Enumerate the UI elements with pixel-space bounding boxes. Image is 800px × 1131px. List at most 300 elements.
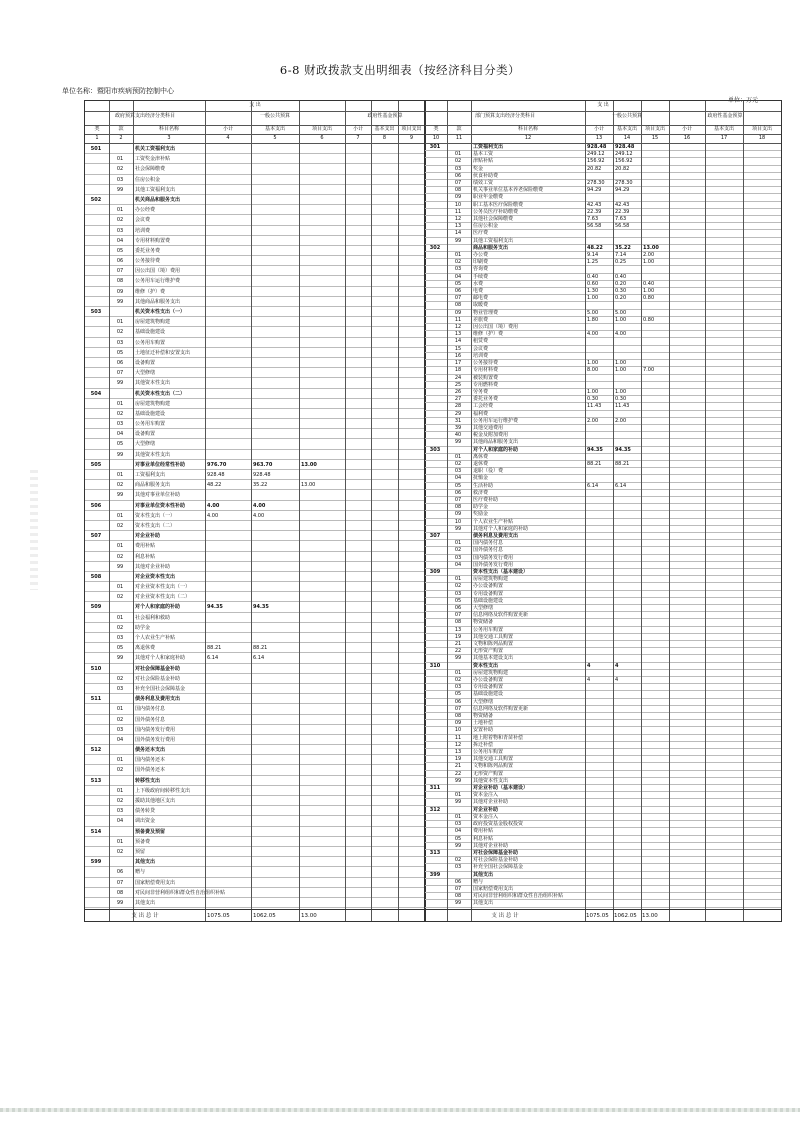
row-name: 手续费 bbox=[473, 273, 489, 280]
row-item: 26 bbox=[454, 388, 462, 395]
row-name: 资本金注入 bbox=[473, 792, 499, 799]
row-project: 0.80 bbox=[643, 295, 655, 302]
left-col-num: 6 bbox=[320, 135, 324, 141]
row-basic: 0.25 bbox=[615, 259, 627, 266]
row-subtotal: 4 bbox=[587, 677, 591, 684]
row-subtotal: 1.80 bbox=[587, 316, 599, 323]
row-name: 国外债务付息 bbox=[135, 716, 166, 723]
table-row bbox=[425, 302, 781, 309]
table-row bbox=[85, 511, 425, 521]
row-item: 03 bbox=[454, 864, 462, 871]
table-row bbox=[425, 166, 781, 173]
right-header-fund: 政府性基金预算 bbox=[707, 113, 743, 119]
right-col-num: 16 bbox=[683, 135, 691, 141]
row-item: 99 bbox=[454, 777, 462, 784]
table-row bbox=[85, 480, 425, 490]
table-row bbox=[425, 274, 781, 281]
row-name: 上下级政府间转移性支出 bbox=[135, 787, 191, 794]
table-row bbox=[425, 526, 781, 533]
row-item: 01 bbox=[116, 400, 124, 407]
row-name: 土地补偿 bbox=[473, 720, 494, 727]
row-kind: 511 bbox=[90, 696, 102, 703]
row-name: 因公出国（境）费用 bbox=[135, 268, 181, 275]
table-row bbox=[85, 735, 425, 745]
table-row bbox=[425, 872, 781, 879]
row-name: 信息网络及软件购置更新 bbox=[473, 612, 529, 619]
table-row bbox=[425, 475, 781, 482]
row-item: 01 bbox=[116, 614, 124, 621]
row-item: 01 bbox=[116, 543, 124, 550]
table-row bbox=[425, 814, 781, 821]
row-item: 01 bbox=[454, 813, 462, 820]
table-row bbox=[85, 450, 425, 460]
row-name: 无形资产购置 bbox=[473, 770, 504, 777]
row-item: 13 bbox=[454, 626, 462, 633]
table-row bbox=[85, 745, 425, 755]
right-h-item: 款 bbox=[456, 126, 462, 132]
row-item: 99 bbox=[116, 298, 124, 305]
table-row bbox=[425, 547, 781, 554]
left-h-proj2: 项目支出 bbox=[401, 126, 422, 132]
row-item: 01 bbox=[116, 512, 124, 519]
row-name: 专用材料费 bbox=[473, 367, 499, 374]
row-item: 19 bbox=[454, 756, 462, 763]
row-name: 奖金 bbox=[473, 165, 484, 172]
row-kind: 309 bbox=[429, 568, 441, 575]
left-col-num: 5 bbox=[273, 135, 277, 141]
row-name: 国家赔偿费用支出 bbox=[135, 879, 176, 886]
table-row bbox=[425, 281, 781, 288]
row-name: 专用燃料费 bbox=[473, 381, 499, 388]
row-name: 社会保障缴费 bbox=[135, 166, 166, 173]
row-item: 99 bbox=[454, 237, 462, 244]
row-name: 公务用车购置 bbox=[135, 421, 166, 428]
row-name: 办公设备购置 bbox=[473, 677, 504, 684]
row-subtotal: 928.48 bbox=[207, 472, 225, 478]
row-name: 资本性支出（二） bbox=[135, 522, 176, 529]
row-project: 2.00 bbox=[643, 252, 655, 259]
table-row bbox=[85, 276, 425, 286]
row-subtotal: 94.29 bbox=[587, 187, 602, 194]
row-subtotal: 2.00 bbox=[587, 417, 599, 424]
row-name: 其他对个人和家庭补助 bbox=[135, 655, 186, 662]
row-basic: 5.00 bbox=[615, 309, 627, 316]
row-name: 福利费 bbox=[473, 410, 489, 417]
row-name: 大型修缮 bbox=[473, 698, 494, 705]
row-item: 01 bbox=[116, 838, 124, 845]
table-row bbox=[85, 501, 425, 511]
row-item: 03 bbox=[116, 685, 124, 692]
row-name: 取暖费 bbox=[473, 302, 489, 309]
row-name: 机关工资福利支出 bbox=[135, 146, 176, 152]
row-item: 27 bbox=[454, 396, 462, 403]
row-subtotal: 156.92 bbox=[587, 158, 605, 165]
row-name: 物资储备 bbox=[473, 619, 494, 626]
row-name: 国内债务付息 bbox=[135, 706, 166, 713]
row-name: 被装购置费 bbox=[473, 374, 499, 381]
table-row bbox=[425, 691, 781, 698]
table-row bbox=[85, 684, 425, 694]
table-row bbox=[85, 786, 425, 796]
right-expenditure-table bbox=[424, 100, 782, 922]
row-item: 05 bbox=[454, 835, 462, 842]
row-item: 06 bbox=[454, 489, 462, 496]
table-row bbox=[85, 857, 425, 867]
row-name: 培训费 bbox=[135, 227, 151, 234]
row-name: 其他对个人和家庭的补助 bbox=[473, 525, 529, 532]
row-item: 16 bbox=[454, 352, 462, 359]
table-row bbox=[85, 389, 425, 399]
row-name: 债务利息及费用支出 bbox=[473, 532, 519, 539]
row-name: 国外债务还本 bbox=[135, 767, 166, 774]
table-row bbox=[425, 338, 781, 345]
row-basic: 6.14 bbox=[615, 482, 627, 489]
row-name: 个人农业生产补贴 bbox=[135, 635, 176, 641]
table-row bbox=[425, 439, 781, 446]
table-row bbox=[425, 519, 781, 526]
row-subtotal: 1.30 bbox=[587, 288, 599, 295]
row-name: 维修（护）费 bbox=[135, 288, 166, 295]
right-total-label: 支 出 总 计 bbox=[491, 913, 519, 919]
row-subtotal: 4 bbox=[587, 662, 591, 669]
row-item: 99 bbox=[116, 655, 124, 662]
row-name: 文物和陈列品购置 bbox=[473, 641, 514, 648]
row-item: 06 bbox=[454, 288, 462, 295]
row-name: 预备费 bbox=[135, 838, 151, 845]
left-h-kind: 类 bbox=[94, 126, 100, 132]
row-name: 地上附着物和青苗补偿 bbox=[473, 734, 524, 741]
row-item: 11 bbox=[454, 208, 462, 215]
row-name: 其他交通费用 bbox=[473, 424, 504, 431]
row-subtotal: 0.60 bbox=[587, 280, 599, 287]
left-header-top: 支 出 bbox=[249, 102, 261, 108]
row-kind: 312 bbox=[429, 806, 441, 813]
row-name: 其他商品和服务支出 bbox=[473, 439, 519, 446]
row-name: 公务用车运行维护费 bbox=[135, 278, 181, 285]
table-row bbox=[85, 704, 425, 714]
table-row bbox=[85, 317, 425, 327]
left-col-num: 8 bbox=[382, 135, 387, 141]
table-row bbox=[85, 867, 425, 877]
row-basic: 0.20 bbox=[615, 280, 627, 287]
row-subtotal: 88.21 bbox=[207, 645, 222, 652]
row-name: 生活补助 bbox=[473, 482, 494, 489]
table-row bbox=[85, 602, 425, 612]
row-item: 02 bbox=[116, 329, 124, 336]
row-name: 商品和服务支出 bbox=[135, 482, 171, 489]
row-item: 02 bbox=[454, 857, 462, 864]
row-basic: 7.14 bbox=[615, 252, 627, 259]
row-project: 1.00 bbox=[643, 259, 655, 266]
table-row bbox=[85, 490, 425, 500]
currency-unit-label: 单位：万元 bbox=[728, 97, 759, 104]
table-row bbox=[85, 725, 425, 735]
row-basic: 35.22 bbox=[615, 244, 631, 251]
row-item: 07 bbox=[454, 705, 462, 712]
row-name: 专用材料购置费 bbox=[135, 237, 171, 244]
row-item: 02 bbox=[454, 158, 462, 165]
table-row bbox=[425, 627, 781, 634]
row-name: 国家赔偿费用支出 bbox=[473, 885, 514, 892]
row-item: 08 bbox=[454, 187, 462, 194]
row-basic: 35.22 bbox=[253, 482, 268, 489]
row-name: 债务利息及费用支出 bbox=[135, 696, 181, 703]
row-item: 08 bbox=[116, 889, 124, 896]
row-name: 赠与 bbox=[135, 869, 146, 876]
row-name: 对事业单位经常性补助 bbox=[135, 461, 186, 468]
row-subtotal: 56.58 bbox=[587, 223, 602, 230]
row-name: 大型修缮 bbox=[473, 605, 494, 611]
row-item: 03 bbox=[454, 821, 462, 828]
row-item: 13 bbox=[454, 223, 462, 230]
row-name: 利息补贴 bbox=[473, 835, 494, 842]
table-row bbox=[85, 613, 425, 623]
table-row bbox=[85, 195, 425, 205]
table-row bbox=[85, 633, 425, 643]
table-row bbox=[425, 173, 781, 180]
row-basic: 4.00 bbox=[253, 502, 266, 509]
row-subtotal: 48.22 bbox=[587, 244, 603, 251]
row-name: 因公出国（境）费用 bbox=[473, 324, 519, 331]
row-name: 离退休费 bbox=[135, 645, 156, 652]
row-item: 14 bbox=[454, 230, 462, 237]
row-name: 公务用车购置 bbox=[473, 749, 504, 756]
row-basic: 1.00 bbox=[615, 367, 627, 374]
row-name: 债务还本支出 bbox=[135, 747, 166, 754]
table-row bbox=[425, 598, 781, 605]
table-row bbox=[85, 429, 425, 439]
row-name: 国内债务发行费用 bbox=[473, 554, 514, 561]
table-row bbox=[85, 806, 425, 816]
row-name: 国外债务发行费用 bbox=[473, 561, 514, 568]
row-project: 13.00 bbox=[643, 244, 659, 251]
row-name: 资本性支出（一） bbox=[135, 512, 176, 519]
row-name: 对企业补助（基本建设） bbox=[473, 785, 529, 792]
row-item: 02 bbox=[116, 217, 124, 224]
row-item: 10 bbox=[454, 518, 462, 525]
row-name: 绩效工资 bbox=[473, 180, 494, 187]
table-row bbox=[85, 287, 425, 297]
row-subtotal: 4.00 bbox=[207, 502, 220, 509]
row-name: 国外债务发行费用 bbox=[135, 736, 176, 743]
table-row bbox=[85, 837, 425, 847]
row-item: 02 bbox=[116, 166, 124, 173]
right-h-sub2: 小计 bbox=[681, 126, 692, 132]
row-item: 04 bbox=[116, 431, 124, 438]
left-col-num: 2 bbox=[119, 135, 123, 141]
table-row bbox=[85, 888, 425, 898]
row-name: 税金及附加费用 bbox=[473, 432, 509, 439]
table-row bbox=[425, 346, 781, 353]
table-row bbox=[425, 511, 781, 518]
row-subtotal: 20.82 bbox=[587, 165, 602, 172]
row-item: 12 bbox=[454, 216, 462, 223]
row-name: 津贴补贴 bbox=[473, 158, 494, 165]
row-item: 02 bbox=[116, 624, 124, 631]
row-kind: 510 bbox=[90, 665, 102, 672]
row-item: 03 bbox=[116, 176, 124, 183]
row-basic: 1.00 bbox=[615, 316, 627, 323]
row-item: 07 bbox=[454, 180, 462, 187]
row-name: 其他资本性支出 bbox=[135, 380, 171, 387]
table-row bbox=[425, 158, 781, 165]
row-item: 09 bbox=[454, 309, 462, 316]
row-item: 03 bbox=[116, 726, 124, 733]
left-col-num: 7 bbox=[356, 135, 360, 141]
table-row bbox=[85, 847, 425, 857]
row-item: 99 bbox=[116, 186, 124, 193]
table-row bbox=[425, 411, 781, 418]
row-item: 12 bbox=[454, 324, 462, 331]
row-item: 99 bbox=[454, 799, 462, 806]
table-row bbox=[425, 353, 781, 360]
row-name: 房屋建筑物购建 bbox=[473, 669, 509, 676]
row-name: 租赁费 bbox=[473, 338, 489, 345]
table-row bbox=[425, 619, 781, 626]
left-h-basic: 基本支出 bbox=[264, 126, 285, 132]
row-item: 02 bbox=[116, 675, 124, 682]
table-row bbox=[85, 664, 425, 674]
left-h-sub: 小计 bbox=[222, 126, 233, 132]
row-kind: 599 bbox=[90, 859, 102, 866]
table-row bbox=[85, 755, 425, 765]
row-name: 工资奖金津补贴 bbox=[135, 156, 171, 163]
row-name: 办公设备购置 bbox=[473, 583, 504, 590]
row-name: 其他基本建设支出 bbox=[473, 655, 514, 662]
row-basic: 6.14 bbox=[253, 655, 265, 662]
row-name: 工资福利支出 bbox=[135, 472, 166, 478]
table-row bbox=[85, 185, 425, 195]
row-item: 05 bbox=[454, 691, 462, 698]
row-name: 对事业单位资本性补助 bbox=[135, 502, 186, 509]
row-basic: 56.58 bbox=[615, 223, 630, 230]
row-project: 13.00 bbox=[301, 461, 317, 468]
row-subtotal: 6.14 bbox=[207, 655, 219, 662]
row-name: 其他对企业补助 bbox=[135, 563, 171, 570]
row-subtotal: 1.25 bbox=[587, 259, 599, 266]
row-name: 物业管理费 bbox=[473, 309, 499, 316]
row-basic: 88.21 bbox=[253, 645, 268, 652]
right-col-num: 18 bbox=[758, 135, 766, 141]
row-item: 07 bbox=[454, 612, 462, 619]
row-name: 离休费 bbox=[473, 453, 489, 460]
row-name: 其他支出 bbox=[135, 899, 156, 906]
row-item: 22 bbox=[454, 770, 462, 777]
row-item: 09 bbox=[116, 288, 124, 295]
table-row bbox=[425, 771, 781, 778]
row-item: 02 bbox=[116, 798, 124, 804]
table-row bbox=[425, 317, 781, 324]
row-subtotal: 976.70 bbox=[207, 461, 227, 468]
row-basic: 4.00 bbox=[615, 331, 627, 338]
row-name: 国内债务发行费用 bbox=[135, 726, 176, 733]
row-item: 03 bbox=[454, 165, 462, 172]
row-name: 其他交通工具购置 bbox=[473, 756, 514, 763]
row-basic: 22.39 bbox=[615, 208, 630, 215]
row-item: 04 bbox=[454, 828, 462, 835]
table-row bbox=[85, 765, 425, 775]
row-kind: 508 bbox=[90, 573, 102, 580]
row-kind: 502 bbox=[90, 196, 102, 203]
row-kind: 310 bbox=[429, 662, 441, 669]
row-item: 05 bbox=[454, 482, 462, 489]
table-row bbox=[85, 816, 425, 826]
row-kind: 505 bbox=[90, 461, 102, 468]
table-row bbox=[85, 552, 425, 562]
row-name: 会议费 bbox=[135, 217, 151, 224]
left-total-row bbox=[85, 909, 425, 922]
row-name: 对企业补助 bbox=[135, 533, 161, 540]
row-name: 对企业资本性支出 bbox=[135, 573, 176, 580]
scan-bottom-line bbox=[0, 1108, 800, 1112]
row-basic: 2.00 bbox=[615, 417, 627, 424]
left-header-class: 政府预算支出经济分类科目 bbox=[114, 113, 175, 119]
row-item: 02 bbox=[116, 716, 124, 723]
table-row bbox=[425, 900, 781, 907]
row-name: 其他工资福利支出 bbox=[135, 186, 176, 193]
row-item: 19 bbox=[454, 633, 462, 640]
row-name: 土地征迁补偿和安置支出 bbox=[135, 349, 191, 356]
row-basic: 94.35 bbox=[253, 604, 269, 611]
row-project: 0.80 bbox=[643, 316, 655, 323]
table-row bbox=[85, 643, 425, 653]
table-row bbox=[85, 266, 425, 276]
right-rows bbox=[425, 144, 781, 908]
table-row bbox=[425, 483, 781, 490]
row-subtotal: 88.21 bbox=[587, 460, 602, 467]
row-item: 01 bbox=[116, 757, 124, 764]
table-row bbox=[425, 202, 781, 209]
row-item: 05 bbox=[116, 247, 124, 254]
row-item: 01 bbox=[116, 706, 124, 713]
row-subtotal: 1.00 bbox=[587, 360, 599, 367]
row-subtotal: 11.43 bbox=[587, 403, 602, 410]
row-name: 其他工资福利支出 bbox=[473, 237, 514, 244]
row-name: 对个人和家庭的补助 bbox=[135, 604, 181, 611]
row-name: 房屋建筑物购建 bbox=[135, 319, 171, 326]
row-project: 0.40 bbox=[643, 280, 655, 287]
row-name: 职工基本医疗保险缴费 bbox=[473, 201, 524, 208]
table-row bbox=[425, 706, 781, 713]
row-name: 办公费 bbox=[473, 252, 489, 259]
row-name: 费用补贴 bbox=[473, 828, 494, 835]
table-row bbox=[425, 375, 781, 382]
row-name: 个人农业生产补贴 bbox=[473, 518, 514, 525]
table-row bbox=[85, 409, 425, 419]
row-name: 医疗费 bbox=[473, 230, 489, 237]
row-name: 委托业务费 bbox=[473, 396, 499, 403]
table-row bbox=[85, 399, 425, 409]
scan-edge-mark bbox=[30, 470, 38, 590]
row-kind: 302 bbox=[429, 244, 441, 251]
row-basic: 928.48 bbox=[253, 472, 271, 478]
row-name: 其他对企业补助 bbox=[473, 799, 509, 806]
row-item: 04 bbox=[116, 736, 124, 743]
row-item: 01 bbox=[454, 576, 462, 583]
row-name: 对社会保障基金补助 bbox=[135, 665, 181, 672]
right-col-num: 17 bbox=[720, 135, 728, 141]
row-item: 08 bbox=[454, 713, 462, 720]
row-item: 01 bbox=[454, 453, 462, 460]
table-row bbox=[425, 403, 781, 410]
table-row bbox=[85, 623, 425, 633]
table-row bbox=[425, 310, 781, 317]
row-item: 03 bbox=[454, 554, 462, 561]
row-item: 02 bbox=[454, 547, 462, 554]
row-name: 其他资本性支出 bbox=[135, 451, 171, 458]
row-item: 15 bbox=[454, 345, 462, 352]
table-row bbox=[85, 246, 425, 256]
